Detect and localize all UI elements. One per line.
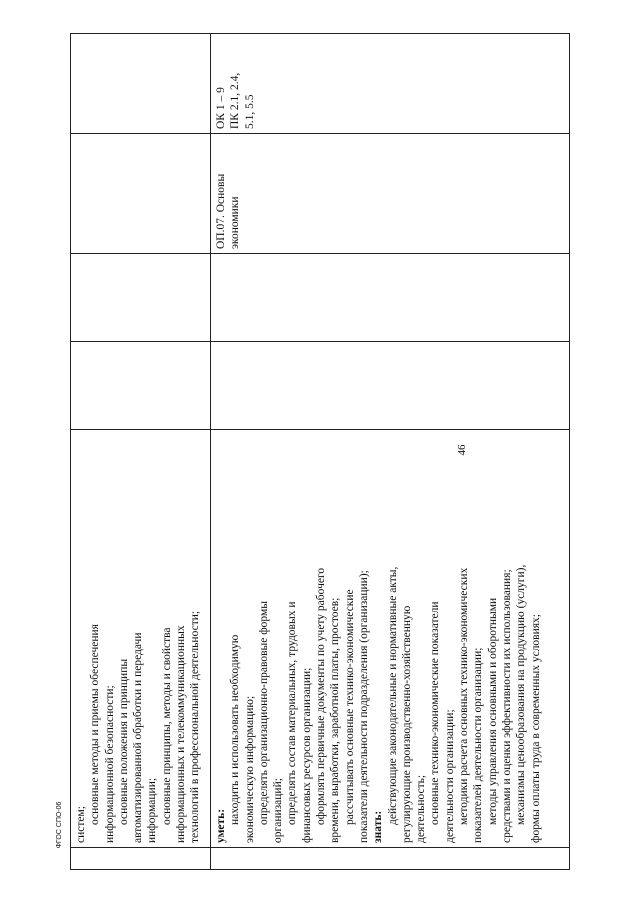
text-line: средствами и оценки эффективности их использования; (500, 569, 513, 843)
text-line: механизмы ценообразования на продукцию (услуги), (515, 564, 528, 825)
text-line: автоматизированной обработки и передачи (132, 632, 145, 843)
competencies-cell (71, 34, 211, 134)
competencies-cell (211, 34, 570, 134)
index-cell (211, 848, 570, 870)
table-row (211, 34, 570, 870)
table-row (71, 34, 211, 870)
text-line: технологий в профессиональной деятельности; (189, 610, 202, 843)
text-line: показателей деятельности организации; (472, 647, 485, 843)
knowledge-heading: знать: (372, 810, 385, 843)
text-line: методики расчета основных технико-экономических (458, 567, 471, 825)
text-line: основные положения и принципы (117, 658, 130, 825)
text-line: оформлять первичные документы по учету рабочего (315, 567, 328, 825)
text-line: деятельности организации; (443, 709, 456, 843)
text-line: финансовых ресурсов организации; (300, 667, 313, 843)
footer-standard-code: ФГОС СПО-06 (56, 801, 63, 849)
discipline-cell (71, 134, 211, 254)
text-line: экономическую информацию; (243, 695, 256, 843)
hours-mandatory-cell (71, 254, 211, 342)
text-line: деятельность; (415, 774, 428, 843)
text-line: основные принципы, методы и свойства (160, 627, 173, 825)
hours-max-cell (71, 342, 211, 430)
text-line: систем; (75, 806, 87, 843)
index-cell (71, 848, 211, 870)
hours-max-cell (211, 342, 570, 430)
curriculum-table (70, 33, 570, 870)
text-line: регулирующие производственно-хозяйственную (400, 605, 413, 843)
text-line: основные технико-экономические показатели (429, 601, 442, 825)
discipline-name: ОП.07. Основы экономики (215, 173, 242, 249)
text-line: формы оплаты труда в современных условиях; (529, 613, 542, 843)
text-line: показатели деятельности подразделения (организации); (357, 570, 370, 843)
skills-heading: уметь: (215, 808, 227, 843)
requirements-cell (71, 430, 211, 848)
text-line: организаций; (272, 778, 285, 843)
discipline-cell (211, 134, 570, 254)
text-line: времени, выработки, заработной платы, простоев; (329, 597, 342, 843)
hours-mandatory-cell (211, 254, 570, 342)
curriculum-table-wrapper (70, 34, 570, 870)
text-line: информационных и телекоммуникационных (175, 625, 188, 843)
text-line: методы управления основными и оборотными (486, 597, 499, 825)
page-number: 46 (456, 444, 468, 456)
text-line: информационной безопасности; (103, 685, 116, 843)
text-line: определять организационно-правовые формы (257, 601, 270, 825)
text-line: определять состав материальных, трудовых и (286, 601, 299, 825)
text-line: находить и использовать необходимую (229, 634, 242, 825)
text-line: рассчитывать основные технико-экономические (343, 589, 356, 825)
text-line: информации; (146, 777, 159, 843)
knowledge-list (386, 434, 543, 843)
requirements-cell (211, 430, 570, 848)
text-line: действующие законодательные и нормативные акты, (386, 566, 399, 825)
text-line: основные методы и приемы обеспечения (89, 624, 102, 825)
competency-codes: ОК 1 – 9 ПК 2.1, 2.4, 5.1, 5.5 (215, 72, 256, 129)
skills-list (228, 434, 371, 843)
